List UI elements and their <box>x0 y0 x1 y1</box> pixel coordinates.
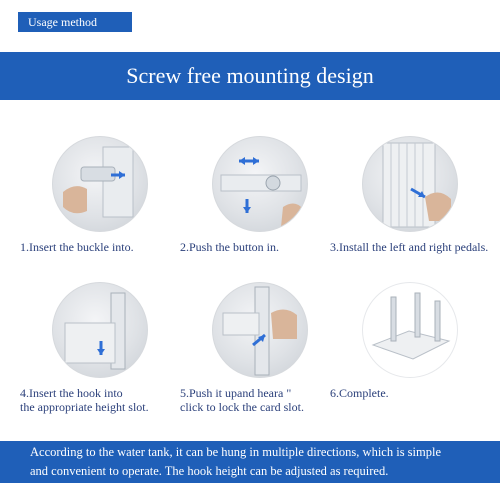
footer-line-1: According to the water tank, it can be hung in multiple directions, which is simple <box>30 445 442 459</box>
completed-assembly-illustration <box>363 283 458 378</box>
step-3 <box>330 136 490 254</box>
step-2-caption: 2.Push the button in. <box>180 240 280 254</box>
step-4-caption-line-2: the appropriate height slot. <box>20 400 149 414</box>
step-5-caption <box>180 386 340 414</box>
step-4-caption <box>20 386 180 414</box>
step-4-caption-line-1: 4.Insert the hook into <box>20 386 123 400</box>
step-1-caption: 1.Insert the buckle into. <box>20 240 134 254</box>
hook-insert-illustration <box>53 283 148 378</box>
step-2-photo <box>212 136 308 232</box>
step-5 <box>180 282 340 414</box>
step-3-caption: 3.Install the left and right pedals. <box>330 240 489 254</box>
page-title: Screw free mounting design <box>126 63 374 88</box>
footer-banner <box>0 441 500 483</box>
step-5-caption-line-2: click to lock the card slot. <box>180 400 304 414</box>
usage-method-tag: Usage method <box>18 12 132 32</box>
step-1-photo <box>52 136 148 232</box>
step-6 <box>330 282 490 400</box>
step-5-photo <box>212 282 308 378</box>
footer-line-2: and convenient to operate. The hook height can be adjusted as required. <box>30 464 389 478</box>
step-6-caption: 6.Complete. <box>330 386 389 400</box>
step-1 <box>20 136 180 254</box>
step-3-photo <box>362 136 458 232</box>
step-5-caption-line-1: 5.Push it upand heara " <box>180 386 292 400</box>
step-4 <box>20 282 180 414</box>
buckle-insert-illustration <box>53 137 148 232</box>
step-6-photo <box>362 282 458 378</box>
title-banner <box>0 52 500 100</box>
push-button-illustration <box>213 137 308 232</box>
card-slot-lock-illustration <box>213 283 308 378</box>
pedals-install-illustration <box>363 137 458 232</box>
step-4-photo <box>52 282 148 378</box>
step-2 <box>180 136 340 254</box>
